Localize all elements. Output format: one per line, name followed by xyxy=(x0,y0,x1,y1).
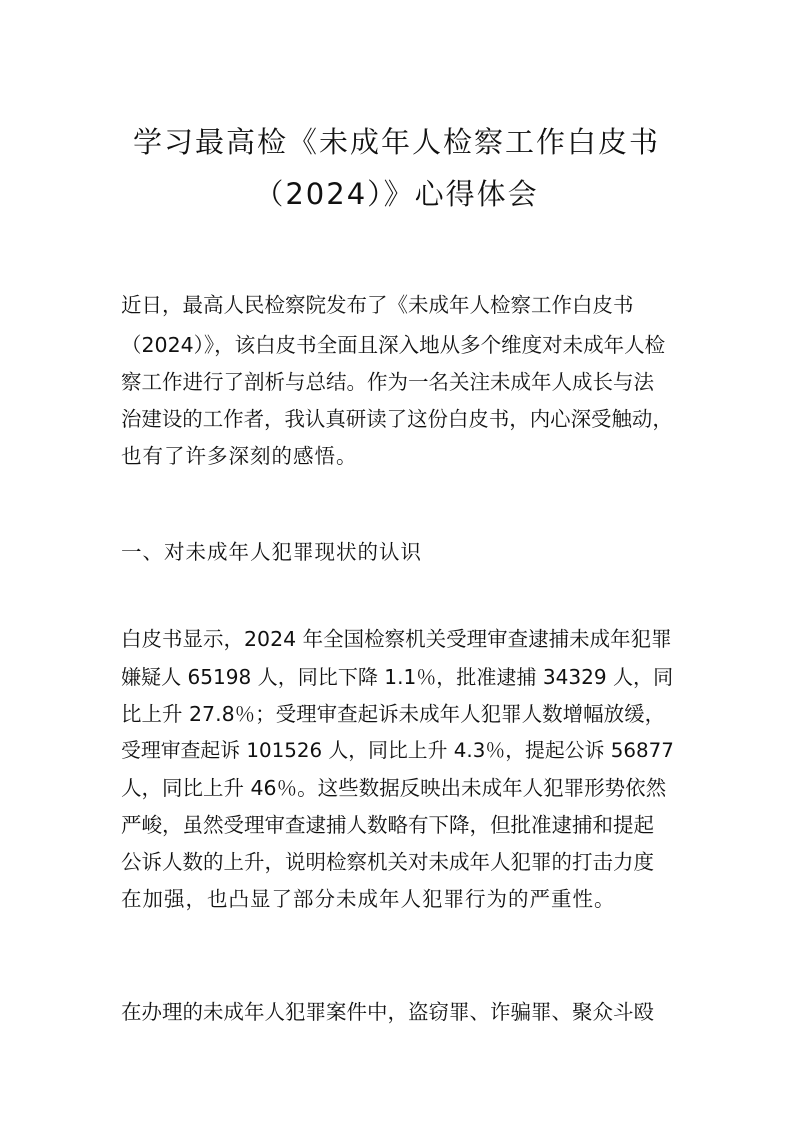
paragraph-1-line-3: 察工作进行了剖析与总结。作为一名关注未成年人成长与法 xyxy=(121,370,654,394)
paragraph-2-line-8: 在加强，也凸显了部分未成年人犯罪行为的严重性。 xyxy=(121,887,616,911)
section-heading-1: 一、对未成年人犯罪现状的认识 xyxy=(121,540,422,564)
paragraph-1-line-5: 也有了许多深刻的感悟。 xyxy=(121,444,358,468)
paragraph-1-line-1: 近日，最高人民检察院发布了《未成年人检察工作白皮书 xyxy=(121,293,634,317)
paragraph-2-line-4: 受理审查起诉 101526 人，同比上升 4.3％，提起公诉 56877 xyxy=(121,739,674,762)
paragraph-2-line-2: 嫌疑人 65198 人，同比下降 1.1％，批准逮捕 34329 人，同 xyxy=(121,665,674,689)
paragraph-1-line-4: 治建设的工作者，我认真研读了这份白皮书，内心深受触动， xyxy=(121,407,673,431)
document-title-line-1: 学习最高检《未成年人检察工作白皮书 xyxy=(132,125,660,159)
paragraph-2-line-3: 比上升 27.8％；受理审查起诉未成年人犯罪人数增幅放缓， xyxy=(121,702,666,726)
paragraph-2-line-6: 严峻，虽然受理审查逮捕人数略有下降，但批准逮捕和提起 xyxy=(121,813,654,837)
paragraph-2-line-5: 人，同比上升 46％。这些数据反映出未成年人犯罪形势依然 xyxy=(121,776,667,800)
paragraph-2-line-7: 公诉人数的上升，说明检察机关对未成年人犯罪的打击力度 xyxy=(121,850,654,874)
document-title-line-2: （2024）》心得体会 xyxy=(254,177,539,211)
paragraph-3-line-1: 在办理的未成年人犯罪案件中，盗窃罪、诈骗罪、聚众斗殴 xyxy=(121,1000,654,1024)
paragraph-1-line-2: （2024）》，该白皮书全面且深入地从多个维度对未成年人检 xyxy=(121,333,666,357)
paragraph-2-line-1: 白皮书显示，2024 年全国检察机关受理审查逮捕未成年犯罪 xyxy=(121,627,672,651)
